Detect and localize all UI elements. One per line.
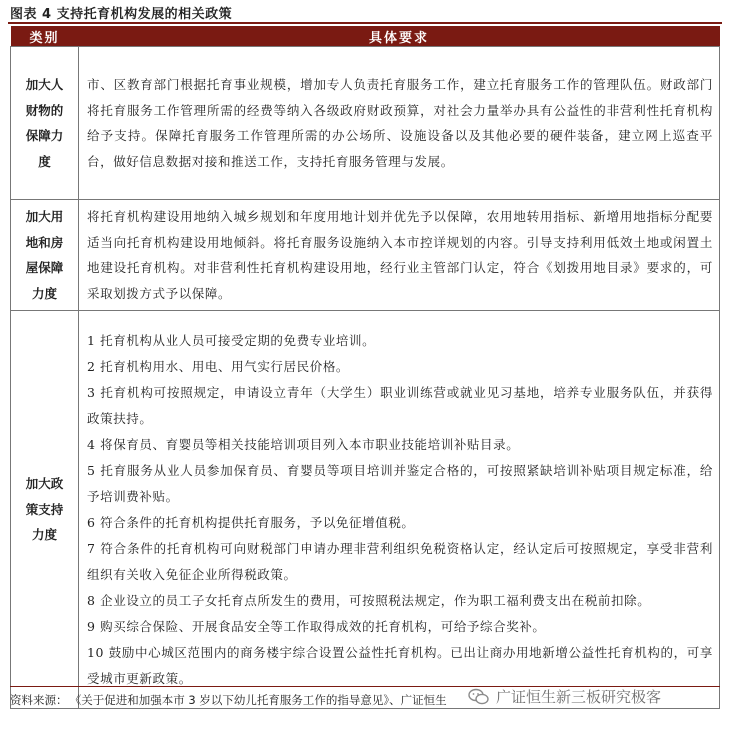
- header-requirements: 具体要求: [79, 26, 720, 47]
- category-line: 屋保障: [25, 260, 64, 275]
- category-cell: [11, 47, 79, 200]
- category-line: 力度: [31, 285, 57, 301]
- source-text: 《关于促进和加强本市 3 岁以下幼儿托育服务工作的指导意见》、广证恒生: [75, 693, 447, 707]
- policy-item: 1 托育机构从业人员可接受定期的免费专业培训。: [87, 332, 376, 348]
- category-line: 保障力: [25, 128, 64, 143]
- category-line: 财物的: [25, 102, 64, 118]
- category-line: 加大政: [25, 476, 64, 492]
- figure-title: 图表 4 支持托育机构发展的相关政策: [10, 7, 233, 22]
- requirement-cell: 市、区教育部门根据托育事业规模，增加专人负责托育服务工作，建立托育服务工作的管理队伍。财政部门将托育服务工作管理所需的经费等纳入各级政府财政预算，对社会力量举办具有公益性的非营利性托育机构给予支持。保障托育服务工作管理所需的办公场所、设施设备以及其他必要的硬件装备，建立网上巡查平台，做好信息数据对接和推送工作，支持托育服务管理与发展。: [79, 47, 720, 200]
- category-line: 力度: [31, 527, 57, 543]
- requirement-cell: 将托育机构建设用地纳入城乡规划和年度用地计划并优先予以保障，农用地转用指标、新增用地指标分配要适当向托育机构建设用地倾斜。将托育服务设施纳入本市控详规划的内容。引导支持利用低效土地或闲置土地建设托育机构。对非营利性托育机构建设用地，经行业主管部门认定，符合《划拨用地目录》要求的，可采取划拨方式予以保障。: [79, 200, 720, 311]
- policy-item: 3 托育机构可按照规定，申请设立青年（大学生）职业训练营或就业见习基地，培养专业服务队伍，并获得政策扶持。: [87, 384, 713, 426]
- table-header-row: [11, 26, 720, 47]
- policy-item: 10 鼓励中心城区范围内的商务楼宇综合设置公益性托育机构。已出让商办用地新增公益性托育机构的，可享受城市更新政策。: [87, 644, 713, 686]
- source-label: 资料来源：: [10, 693, 68, 707]
- watermark-text: 广证恒生新三板研究极客: [496, 688, 662, 706]
- policy-item: 4 将保育员、育婴员等相关技能培训项目列入本市职业技能培训补贴目录。: [87, 436, 520, 452]
- header-category: 类别: [11, 26, 79, 47]
- policy-item: 2 托育机构用水、用电、用气实行居民价格。: [87, 358, 350, 374]
- requirement-cell: [79, 311, 720, 709]
- category-line: 加大用: [25, 209, 64, 224]
- category-line: 地和房: [25, 234, 64, 250]
- policy-item: 6 符合条件的托育机构提供托育服务，予以免征增值税。: [87, 514, 415, 530]
- policy-item: 7 符合条件的托育机构可向财税部门申请办理非营利组织免税资格认定，经认定后可按照规定，享受非营利组织有关收入免征企业所得税政策。: [87, 540, 713, 582]
- table-row: [11, 200, 720, 311]
- policy-item: 9 购买综合保险、开展食品安全等工作取得成效的托育机构，可给予综合奖补。: [87, 618, 546, 634]
- table-row: [11, 311, 720, 709]
- title-rule: [8, 22, 722, 24]
- category-line: 策支持: [25, 501, 64, 517]
- watermark: [468, 686, 661, 707]
- policy-table: [10, 26, 720, 709]
- wechat-icon: [468, 688, 490, 706]
- policy-item: 8 企业设立的员工子女托育点所发生的费用，可按照税法规定，作为职工福利费支出在税前扣除。: [87, 592, 651, 608]
- policy-item: 5 托育服务从业人员参加保育员、育婴员等项目培训并鉴定合格的，可按照紧缺培训补贴项目规定标准，给予培训费补贴。: [87, 462, 713, 504]
- category-line: 度: [38, 153, 51, 169]
- category-cell: [11, 311, 79, 709]
- category-cell: [11, 200, 79, 311]
- table-row: [11, 47, 720, 200]
- category-line: 加大人: [25, 77, 64, 92]
- source-note: [10, 692, 447, 708]
